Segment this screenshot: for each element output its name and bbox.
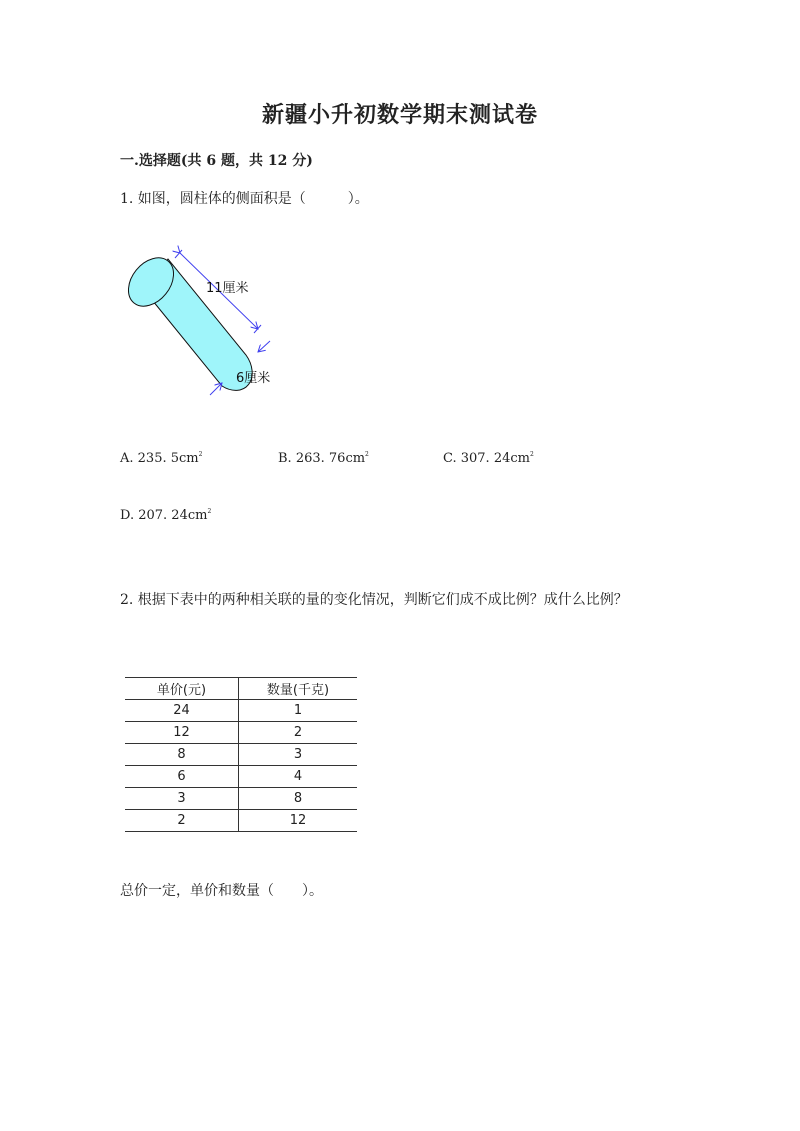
table-row: 12 2 xyxy=(125,722,357,744)
table-header-price: 单价(元) xyxy=(125,678,239,700)
table-row: 8 3 xyxy=(125,744,357,766)
table-row: 3 8 xyxy=(125,788,357,810)
diameter-label: 6厘米 xyxy=(236,371,271,386)
section-heading: 一.选择题(共 6 题，共 12 分) xyxy=(120,153,313,169)
option-a: A. 235. $5cm^2$ xyxy=(120,451,203,466)
option-d: D. 207. $24cm^2$ xyxy=(120,508,212,523)
table-row: 6 4 xyxy=(125,766,357,788)
question-2-prompt: 总价一定，单价和数量（ ）。 xyxy=(120,883,323,899)
page-title: 新疆小升初数学期末测试卷 xyxy=(261,102,538,128)
price-quantity-table xyxy=(125,677,357,832)
option-b: B. 263. $76cm^2$ xyxy=(278,451,369,466)
question-1-text: 1. 如图，圆柱体的侧面积是（ ）。 xyxy=(120,191,369,207)
option-c: C. 307. $24cm^2$ xyxy=(443,451,534,466)
cylinder-figure xyxy=(120,245,320,405)
question-2-text: 2. 根据下表中的两种相关联的量的变化情况，判断它们成不成比例？成什么比例？ xyxy=(120,592,628,608)
table-row: 24 1 xyxy=(125,700,357,722)
diameter-arrow-top xyxy=(258,341,270,352)
diameter-arrow-bottom xyxy=(210,383,222,395)
length-label: 11厘米 xyxy=(206,281,249,296)
table-row: 2 12 xyxy=(125,810,357,832)
table-header-quantity: 数量(千克) xyxy=(239,678,358,700)
